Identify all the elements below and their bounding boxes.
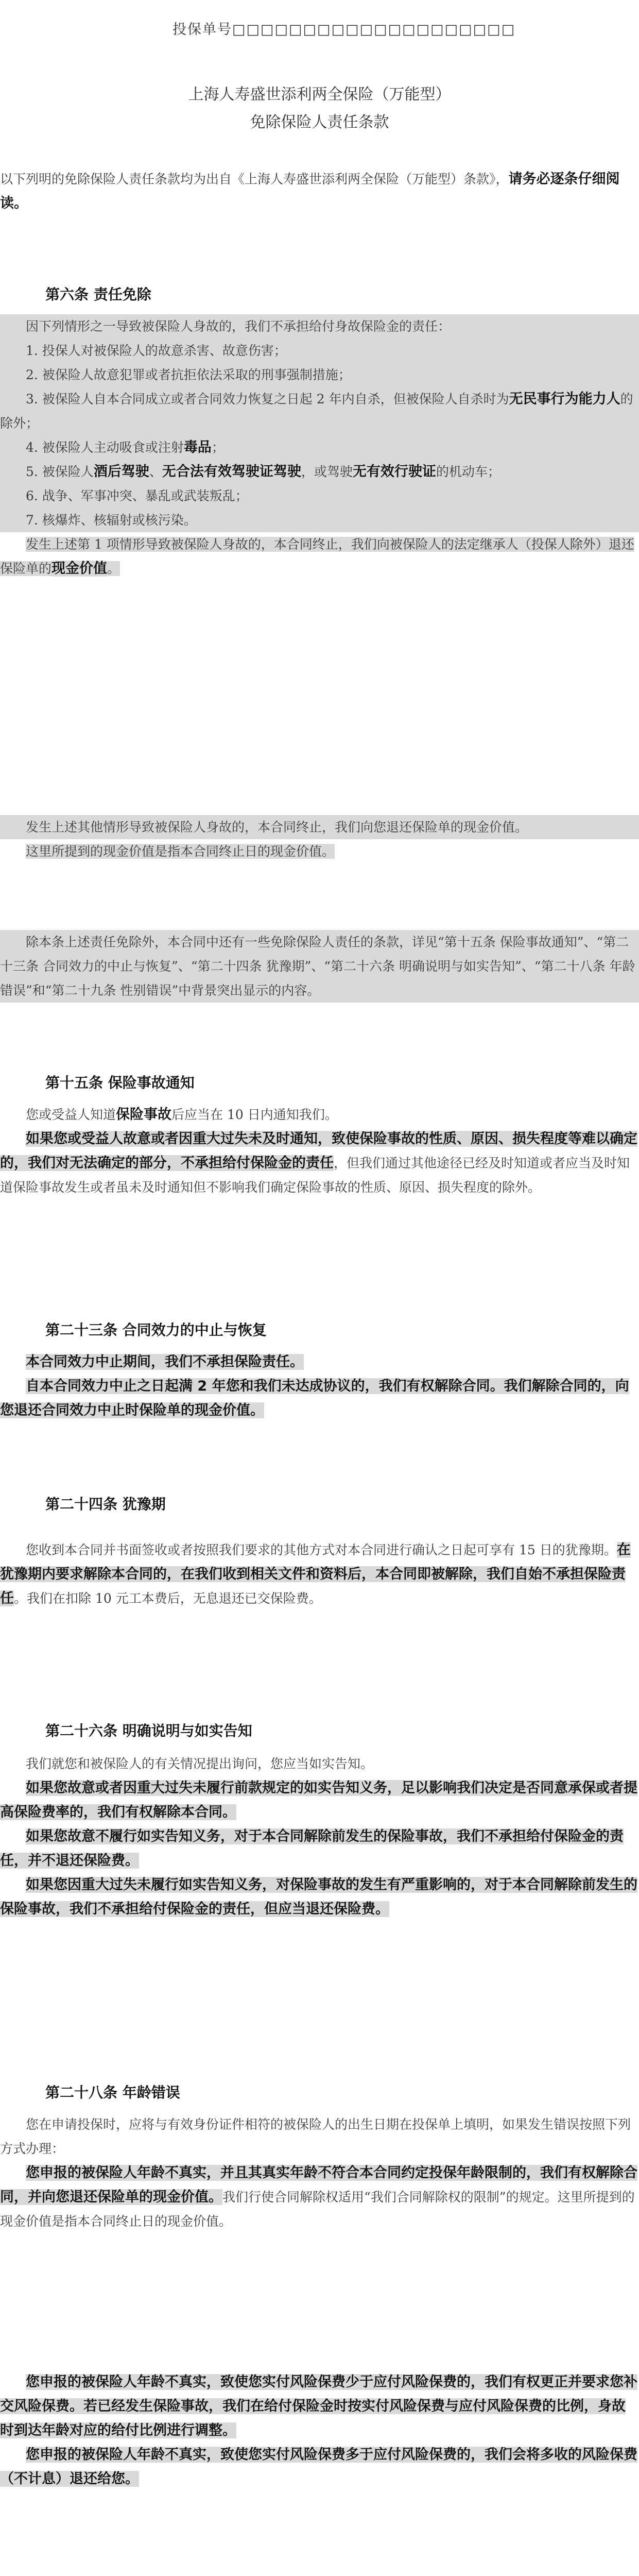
sec26-p2 [0, 1776, 639, 1824]
section-23-title: 第二十三条 合同效力的中止与恢复 [45, 1321, 267, 1338]
intro-text: 以下列明的免除保险人责任条款均为出自《上海人寿盛世添利两全保险（万能型）条款》， [0, 172, 509, 187]
sec15-p2-rest: ，但我们通过其他途径已经及时知道或者应当及时知道保险事故发生或者虽未及时通知但不影响我们确定保险事故的性质、原因、损失程度的除外。 [0, 1156, 630, 1195]
sec6-item-1: 1. 投保人对被保险人的故意杀害、故意伤害； [0, 338, 639, 363]
section-6-body-2 [0, 815, 639, 863]
sec6-item-7: 7. 核爆炸、核辐射或核污染。 [0, 508, 639, 532]
sec26-p1: 我们就您和被保险人的有关情况提出询问，您应当如实告知。 [26, 1756, 374, 1771]
sec6-p1-bold: 现金价值 [51, 561, 108, 577]
section-15-title: 第十五条 保险事故通知 [45, 1074, 195, 1091]
sec15-p1 [0, 1103, 639, 1127]
sec26-p4 [0, 1873, 639, 1921]
section-26-body [0, 1752, 639, 1921]
section-6-body [0, 314, 639, 581]
sec15-p2 [0, 1127, 639, 1199]
sec28-p4-text: 您申报的被保险人年龄不真实，致使您实付风险保费多于应付风险保费的，我们会将多收的风险保费（不计息）退还给您。 [0, 2447, 637, 2487]
sec6-item-6: 6. 战争、军事冲突、暴乱或武装叛乱； [0, 484, 639, 508]
intro-emphasis: 请务必逐条仔细阅读。 [0, 171, 620, 211]
sec6-item-2: 2. 被保险人故意犯罪或者抗拒依法采取的刑事强制措施； [0, 363, 639, 387]
sec24-p1-b: 在犹豫期内要求解除本合同的，在我们收到相关文件和资料后，本合同即被解除，我们自始不承担保险责任 [0, 1542, 631, 1606]
sec28-p1: 您在申请投保时，应将与有效身份证件相符的被保险人的出生日期在投保单上填明，如果发生错误按照下列方式办理： [0, 2117, 631, 2156]
sec6-item-5-g: 的机动车； [436, 464, 500, 479]
section-24-title: 第二十四条 犹豫期 [45, 1496, 166, 1513]
section-6-body-3 [0, 930, 639, 1003]
section-28-title: 第二十八条 年龄错误 [45, 2084, 180, 2101]
sec6-item-4-text: 4. 被保险人主动吸食或注射 [26, 440, 184, 455]
sec6-item-5-b: 酒后驾驶 [93, 464, 149, 480]
section-28-body [0, 2112, 639, 2233]
sec15-p2-bold: 如果您或受益人故意或者因重大过失未及时通知，致使保险事故的性质、原因、损失程度等难以确定的，我们对无法确定的部分，不承担给付保险金的责任 [0, 1131, 637, 1171]
sec6-p3-text: 这里所提到的现金价值是指本合同终止日的现金价值。 [26, 844, 335, 859]
sec26-p2-text: 如果您故意或者因重大过失未履行前款规定的如实告知义务，足以影响我们决定是否同意承保或者提高保险费率的，我们有权解除本合同。 [0, 1780, 637, 1820]
policy-number-line: 投保单号□□□□□□□□□□□□□□□□□□□□ [172, 22, 516, 38]
sec28-p2 [0, 2161, 639, 2233]
section-6-title: 第六条 责任免除 [45, 286, 151, 303]
section-23-body [0, 1350, 639, 1422]
sec23-p1-text: 本合同效力中止期间，我们不承担保险责任。 [26, 1354, 304, 1370]
section-26-title: 第二十六条 明确说明与如实告知 [45, 1722, 252, 1739]
sec6-p2: 发生上述其他情形导致被保险人身故的，本合同终止，我们向您退还保险单的现金价值。 [0, 815, 639, 839]
sec6-item-4 [0, 435, 639, 460]
sec6-item-5-e: ，或驾驶 [301, 464, 353, 479]
sec23-p2-text: 自本合同效力中止之日起满 2 年您和我们未达成协议的，我们有权解除合同。我们解除合同的，向您退还合同效力中止时保险单的现金价值。 [0, 1378, 629, 1418]
sec6-p1 [0, 532, 639, 581]
sec6-p1-text: 发生上述第 1 项情形导致被保险人身故的，本合同终止，我们向被保险人的法定继承人（投保人除外）退还保险单的 [0, 537, 634, 576]
sec28-p2-bold: 您申报的被保险人年龄不真实，并且其真实年龄不符合本合同约定投保年龄限制的，我们有权解除合同，并向您退还保险单的现金价值。 [0, 2165, 637, 2205]
sec26-p3 [0, 1824, 639, 1873]
sec28-p3 [0, 2370, 639, 2443]
sec6-item-3-tail: 的除外； [0, 392, 633, 431]
sec6-item-4-bold: 毒品 [183, 439, 212, 455]
sec23-p1 [0, 1350, 639, 1374]
sec24-p1 [0, 1538, 639, 1611]
sec26-p4-text: 如果您因重大过失未履行如实告知义务，对保险事故的发生有严重影响的，对于本合同解除前发生的保险事故，我们不承担给付保险金的责任，但应当退还保险费。 [0, 1877, 637, 1917]
sec24-p1-a: 您收到本合同并书面签收或者按照我们要求的其他方式对本合同进行确认之日起可享有 15 日的犹豫期。 [26, 1543, 617, 1557]
sec6-item-4-tail: ； [211, 440, 224, 455]
section-24-body [0, 1538, 639, 1611]
document-subtitle: 免除保险人责任条款 [250, 113, 389, 131]
sec6-lead: 因下列情形之一导致被保险人身故的，我们不承担给付身故保险金的责任： [0, 314, 639, 338]
sec6-item-5 [0, 460, 639, 484]
sec6-p4: 除本条上述责任免除外，本合同中还有一些免除保险人责任的条款，详见“第十五条 保险事故通知”、“第二十三条 合同效力的中止与恢复”、“第二十四条 犹豫期”、“第二十六条 明确说明与如实告知”、“第二十八条 年龄错误”和“第二十九条 性别错误”中背景突出显示的内容。 [0, 930, 639, 1003]
sec23-p2 [0, 1374, 639, 1422]
sec6-item-5-c: 、 [149, 464, 162, 479]
section-28-body-2 [0, 2370, 639, 2491]
sec6-item-3-bold: 无民事行为能力人 [509, 391, 620, 407]
sec15-p1-c: 后应当在 10 日内通知我们。 [171, 1107, 338, 1122]
sec15-p1-b: 保险事故 [116, 1107, 172, 1123]
sec6-item-5-a: 5. 被保险人 [26, 464, 94, 479]
intro-paragraph [0, 167, 639, 215]
sec6-item-5-f: 无有效行驶证 [352, 464, 436, 480]
sec6-p3 [0, 839, 639, 863]
sec24-p1-c: 。我们在扣除 10 元工本费后，无息退还已交保险费。 [14, 1591, 322, 1606]
sec28-p4 [0, 2443, 639, 2491]
sec6-p1-tail: 。 [107, 561, 120, 576]
sec28-p2-rest: 我们行使合同解除权适用“我们合同解除权的限制”的规定。这里所提到的现金价值是指本合同终止日的现金价值。 [0, 2190, 635, 2229]
document-title: 上海人寿盛世添利两全保险（万能型） [188, 86, 451, 104]
sec6-item-5-d: 无合法有效驾驶证驾驶 [162, 464, 301, 480]
sec6-item-3 [0, 387, 639, 435]
section-15-body [0, 1103, 639, 1199]
sec15-p1-a: 您或受益人知道 [26, 1107, 116, 1122]
sec28-p3-text: 您申报的被保险人年龄不真实，致使您实付风险保费少于应付风险保费的，我们有权更正并要求您补交风险保费。若已经发生保险事故，我们在给付保险金时按实付风险保费与应付风险保费的比例，身故时到达年龄对应的给付比例进行调整。 [0, 2374, 637, 2438]
sec26-p3-text: 如果您故意不履行如实告知义务，对于本合同解除前发生的保险事故，我们不承担给付保险金的责任，并不退还保险费。 [0, 1828, 624, 1869]
sec6-item-3-text: 3. 被保险人自本合同成立或者合同效力恢复之日起 2 年内自杀，但被保险人自杀时为 [26, 392, 509, 406]
